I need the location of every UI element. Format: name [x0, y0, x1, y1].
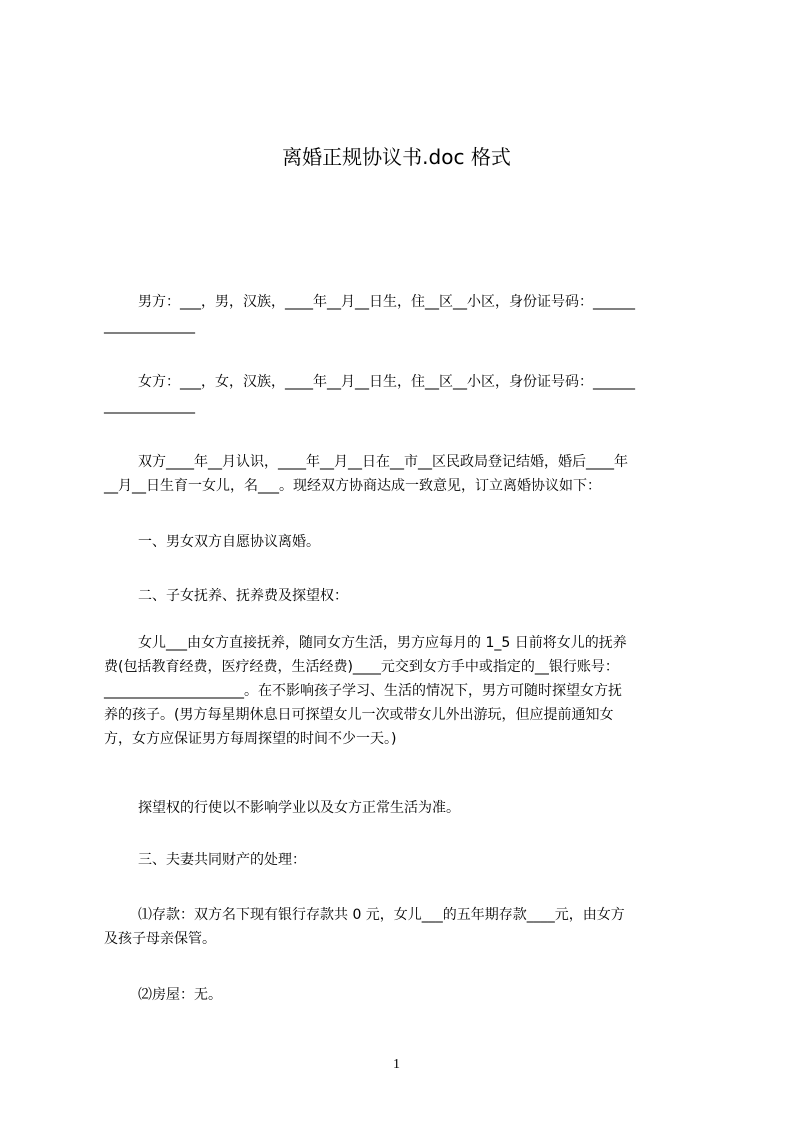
paragraph-line: 方，女方应保证男方每周探望的时间不少一天。): [104, 731, 397, 747]
paragraph-line: ⑴存款：双方名下现有银行存款共 0 元，女儿___的五年期存款____元，由女方: [138, 907, 625, 923]
paragraph-housing: [104, 983, 702, 1007]
paragraph-line: ⑵房屋：无。: [138, 987, 222, 1003]
paragraph-husband-info: [104, 290, 702, 338]
paragraph-deposits: [104, 903, 702, 951]
paragraph-line: 双方____年__月认识，____年__月__日在__市__区民政局登记结婚，婚后____年: [138, 454, 628, 470]
section-heading-divorce-agreement: [104, 530, 702, 554]
paragraph-line: 男方：___，男，汉族，____年__月__日生，住__区__小区，身份证号码：______: [138, 294, 635, 310]
paragraph-line: __月__日生育一女儿，名___。现经双方协商达成一致意见，订立离婚协议如下：: [104, 478, 601, 494]
paragraph-line: 二、子女抚养、抚养费及探望权：: [138, 588, 348, 604]
paragraph-line: 女儿___由女方直接抚养，随同女方生活，男方应每月的 1_5 日前将女儿的抚养: [138, 635, 627, 651]
paragraph-line: 女方：___，女，汉族，____年__月__日生，住__区__小区，身份证号码：______: [138, 374, 635, 390]
paragraph-line: _____________: [104, 318, 195, 334]
paragraph-visitation-rights: [104, 796, 702, 820]
document-title: 离婚正规协议书.doc 格式: [282, 145, 511, 169]
section-heading-joint-property: [104, 848, 702, 872]
page-number: 1: [393, 1057, 400, 1072]
paragraph-line: 一、男女双方自愿协议离婚。: [138, 534, 320, 550]
section-heading-child-custody: [104, 584, 702, 608]
paragraph-line: ____________________。在不影响孩子学习、生活的情况下，男方可随时探望女方抚: [104, 683, 622, 699]
paragraph-line: 探望权的行使以不影响学业以及女方正常生活为准。: [138, 800, 460, 816]
paragraph-line: _____________: [104, 398, 195, 414]
paragraph-line: 养的孩子。(男方每星期休息日可探望女儿一次或带女儿外出游玩，但应提前通知女: [104, 707, 614, 723]
paragraph-line: 及孩子母亲保管。: [104, 931, 216, 947]
paragraph-line: 三、夫妻共同财产的处理：: [138, 852, 306, 868]
paragraph-child-support: [104, 631, 702, 751]
paragraph-line: 费(包括教育经费，医疗经费，生活经费)____元交到女方手中或指定的__银行账号：: [104, 659, 619, 675]
paragraph-marriage-history: [104, 450, 702, 498]
paragraph-wife-info: [104, 370, 702, 418]
